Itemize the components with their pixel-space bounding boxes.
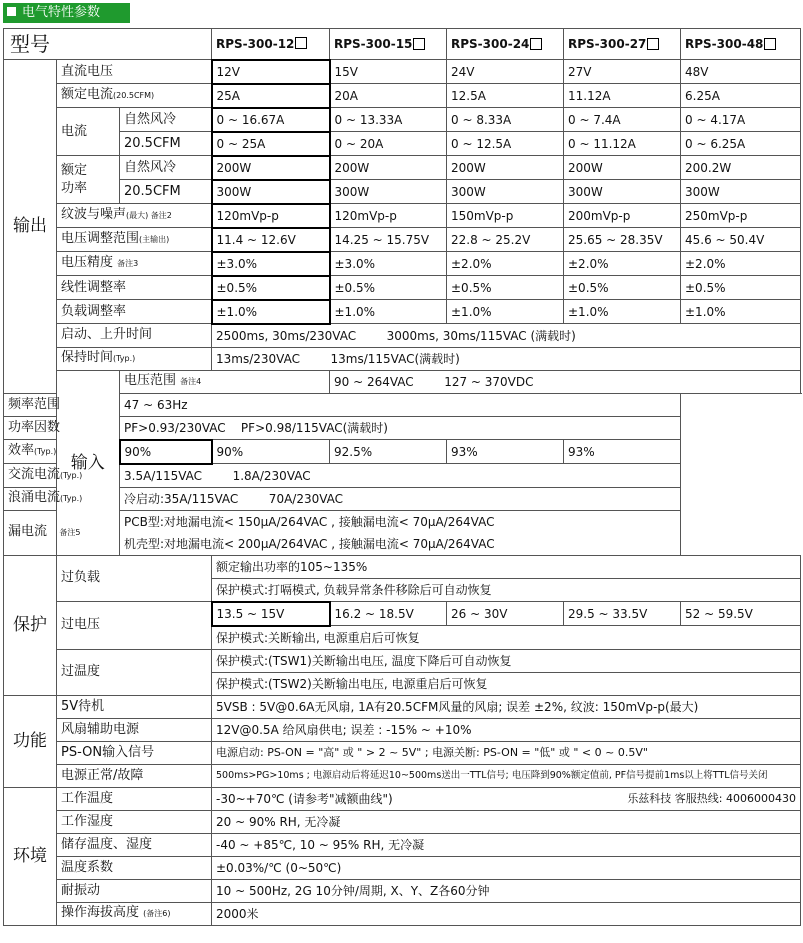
pson-value: 电源启动: PS-ON = "高" 或 " > 2 ~ 5V" ; 电源关断: PS-ON = "低" 或 " < 0 ~ 0.5V" [212,741,801,764]
load-reg-label: 负载调整率 [57,300,212,324]
rated-current-value: 6.25A [681,84,801,108]
current-cfm-value: 0 ~ 11.12A [564,132,681,156]
altitude-label: 操作海拔高度 (备注6) [57,902,212,925]
temp-coef-row [4,856,801,879]
power-good-row [4,764,801,787]
overvoltage-value: 26 ~ 30V [447,602,564,626]
current-cfm-label: 20.5CFM [120,132,212,156]
startup-row [4,324,801,348]
load-reg-value: ±1.0% [447,300,564,324]
line-reg-value: ±0.5% [564,276,681,300]
adjust-range-value: 11.4 ~ 12.6V [212,228,330,252]
section-output: 输出 [4,60,57,394]
overload-row-1 [4,555,801,578]
pf-label: 功率因数 [4,416,120,440]
power-natural-value: 200W [212,156,330,180]
vibration-row [4,879,801,902]
overvoltage-label: 过电压 [57,602,212,650]
dc-voltage-value: 27V [564,60,681,84]
pf-value: PF>0.93/230VAC PF>0.98/115VAC(满载时) [120,416,681,440]
line-reg-value: ±0.5% [330,276,447,300]
load-reg-value: ±1.0% [681,300,801,324]
storage-row [4,833,801,856]
adjust-range-label: 电压调整范围(主输出) [57,228,212,252]
current-label: 电流 [57,108,120,156]
checkbox-icon [413,38,425,50]
rated-current-value: 20A [330,84,447,108]
pf-row [4,416,801,440]
ripple-value: 250mVp-p [681,204,801,228]
checkbox-icon [764,38,776,50]
power-cfm-value: 300W [681,180,801,204]
rated-power-label: 额定 功率 [57,156,120,204]
efficiency-value: 93% [564,440,681,464]
ac-current-row [4,464,801,488]
overvoltage-mode: 保护模式:关断输出, 电源重启后可恢复 [212,626,801,650]
standby-label: 5V待机 [57,695,212,718]
line-reg-value: ±0.5% [681,276,801,300]
rated-current-value: 11.12A [564,84,681,108]
spec-table [3,28,801,926]
efficiency-value: 93% [447,440,564,464]
work-temp-label: 工作温度 [57,787,212,810]
power-cfm-value: 300W [564,180,681,204]
voltage-range-value: 90 ~ 264VAC 127 ~ 370VDC [330,370,801,393]
adjust-range-value: 22.8 ~ 25.2V [447,228,564,252]
storage-label: 储存温度、湿度 [57,833,212,856]
power-good-value: 500ms>PG>10ms ; 电源启动后将延迟10~500ms送出一TTL信号; 电压降到90%额定值前, PF信号提前1ms以上将TTL信号关闭 [212,764,801,787]
line-reg-label: 线性调整率 [57,276,212,300]
hotline-text: 乐兹科技 客服热线: 4006000430 [627,791,796,805]
fan-row [4,718,801,741]
power-cfm-value: 300W [447,180,564,204]
efficiency-label: 效率(Typ.) [4,440,120,464]
section-title: 电气特性参数 [22,5,101,20]
current-cfm-row [4,132,801,156]
frequency-row [4,393,801,416]
accuracy-label: 电压精度 备注3 [57,252,212,276]
current-natural-value: 0 ~ 7.4A [564,108,681,132]
vibration-value: 10 ~ 500Hz, 2G 10分钟/周期, X、Y、Z各60分钟 [212,879,801,902]
load-reg-value: ±1.0% [212,300,330,324]
load-reg-row [4,300,801,324]
frequency-label: 频率范围 [4,393,120,416]
ripple-value: 120mVp-p [212,204,330,228]
pson-row [4,741,801,764]
overload-line-1: 额定输出功率的105~135% [212,555,801,578]
startup-label: 启动、上升时间 [57,324,212,348]
dc-voltage-value: 48V [681,60,801,84]
power-good-label: 电源正常/故障 [57,764,212,787]
ripple-value: 120mVp-p [330,204,447,228]
checkbox-icon [647,38,659,50]
altitude-row [4,902,801,925]
overtemp-line-2: 保护模式:(TSW2)关断输出电压, 电源重启后可恢复 [212,672,801,695]
section-protection: 保护 [4,555,57,695]
power-natural-value: 200W [330,156,447,180]
ripple-label: 纹波与噪声(最大) 备注2 [57,204,212,228]
overvoltage-value: 52 ~ 59.5V [681,602,801,626]
hold-label: 保持时间(Typ.) [57,347,212,370]
efficiency-row [4,440,801,464]
power-natural-value: 200W [564,156,681,180]
current-cfm-value: 0 ~ 12.5A [447,132,564,156]
efficiency-value: 90% [212,440,330,464]
standby-value: 5VSB : 5V@0.6A无风扇, 1A有20.5CFM风量的风扇; 误差 ±2%, 纹波: 150mVp-p(最大) [212,695,801,718]
accuracy-value: ±2.0% [681,252,801,276]
work-humidity-row [4,810,801,833]
efficiency-value: 90% [120,440,212,464]
rated-current-label: 额定电流(20.5CFM) [57,84,212,108]
adjust-range-row [4,228,801,252]
model-3: RPS-300-24 [447,29,564,60]
checkbox-icon [295,37,307,49]
accuracy-row [4,252,801,276]
leakage-label: 漏电流 备注5 [4,510,120,555]
current-natural-value: 0 ~ 8.33A [447,108,564,132]
storage-value: -40 ~ +85℃, 10 ~ 95% RH, 无冷凝 [212,833,801,856]
section-title-bar [3,3,130,23]
work-temp-value: -30~+70℃ (请参考"减额曲线") 乐兹科技 客服热线: 4006000430 [212,787,801,810]
accuracy-value: ±2.0% [564,252,681,276]
temp-coef-value: ±0.03%/℃ (0~50℃) [212,856,801,879]
load-reg-value: ±1.0% [330,300,447,324]
overvoltage-value: 13.5 ~ 15V [212,602,330,626]
temp-coef-label: 温度系数 [57,856,212,879]
overload-label: 过负载 [57,555,212,602]
dc-voltage-value: 24V [447,60,564,84]
rated-current-row [4,84,801,108]
standby-row [4,695,801,718]
work-temp-row [4,787,801,810]
overtemp-line-1: 保护模式:(TSW1)关断输出电压, 温度下降后可自动恢复 [212,649,801,672]
ripple-row [4,204,801,228]
dc-voltage-label: 直流电压 [57,60,212,84]
model-1: RPS-300-12 [212,29,330,60]
overtemp-label: 过温度 [57,649,212,695]
power-cfm-label: 20.5CFM [120,180,212,204]
ripple-value: 200mVp-p [564,204,681,228]
model-header-row [4,29,801,60]
leakage-line-2: 机壳型:对地漏电流< 200μA/264VAC , 接触漏电流< 70μA/264VAC [120,533,681,556]
overvoltage-value: 29.5 ~ 33.5V [564,602,681,626]
line-reg-value: ±0.5% [447,276,564,300]
fan-value: 12V@0.5A 给风扇供电; 误差 : -15% ~ +10% [212,718,801,741]
model-2: RPS-300-15 [330,29,447,60]
ripple-value: 150mVp-p [447,204,564,228]
current-natural-row [4,108,801,132]
current-natural-value: 0 ~ 13.33A [330,108,447,132]
leakage-row-2 [4,533,801,556]
type-label: 型号 [4,29,212,60]
leakage-line-1: PCB型:对地漏电流< 150μA/264VAC , 接触漏电流< 70μA/264VAC [120,510,681,533]
overtemp-row-1 [4,649,801,672]
model-4: RPS-300-27 [564,29,681,60]
altitude-value: 2000米 [212,902,801,925]
power-natural-value: 200W [447,156,564,180]
current-natural-value: 0 ~ 4.17A [681,108,801,132]
rated-current-value: 12.5A [447,84,564,108]
work-humidity-label: 工作湿度 [57,810,212,833]
power-natural-label: 自然风冷 [120,156,212,180]
section-input: 输入 [57,370,120,555]
power-natural-row [4,156,801,180]
inrush-value: 冷启动:35A/115VAC 70A/230VAC [120,487,681,510]
power-cfm-row [4,180,801,204]
dc-voltage-value: 12V [212,60,330,84]
vibration-label: 耐振动 [57,879,212,902]
current-cfm-value: 0 ~ 6.25A [681,132,801,156]
voltage-range-row [4,370,801,393]
accuracy-value: ±3.0% [212,252,330,276]
load-reg-value: ±1.0% [564,300,681,324]
power-natural-value: 200.2W [681,156,801,180]
hold-value: 13ms/230VAC 13ms/115VAC(满载时) [212,347,801,370]
rated-current-value: 25A [212,84,330,108]
hold-row [4,347,801,370]
frequency-value: 47 ~ 63Hz [120,393,681,416]
adjust-range-value: 14.25 ~ 15.75V [330,228,447,252]
current-natural-value: 0 ~ 16.67A [212,108,330,132]
adjust-range-value: 25.65 ~ 28.35V [564,228,681,252]
dc-voltage-row [4,60,801,84]
overvoltage-row [4,602,801,626]
overvoltage-value: 16.2 ~ 18.5V [330,602,447,626]
work-humidity-value: 20 ~ 90% RH, 无冷凝 [212,810,801,833]
power-cfm-value: 300W [330,180,447,204]
section-function: 功能 [4,695,57,787]
current-cfm-value: 0 ~ 25A [212,132,330,156]
startup-value: 2500ms, 30ms/230VAC 3000ms, 30ms/115VAC (满载时) [212,324,801,348]
overload-line-2: 保护模式:打嗝模式, 负载异常条件移除后可自动恢复 [212,578,801,602]
pson-label: PS-ON输入信号 [57,741,212,764]
inrush-row [4,487,801,510]
line-reg-value: ±0.5% [212,276,330,300]
accuracy-value: ±2.0% [447,252,564,276]
checkbox-icon [530,38,542,50]
leakage-row-1 [4,510,801,533]
current-natural-label: 自然风冷 [120,108,212,132]
section-environment: 环境 [4,787,57,925]
power-cfm-value: 300W [212,180,330,204]
adjust-range-value: 45.6 ~ 50.4V [681,228,801,252]
dc-voltage-value: 15V [330,60,447,84]
fan-label: 风扇辅助电源 [57,718,212,741]
ac-current-value: 3.5A/115VAC 1.8A/230VAC [120,464,681,488]
inrush-label: 浪涌电流(Typ.) [4,487,120,510]
accuracy-value: ±3.0% [330,252,447,276]
efficiency-value: 92.5% [330,440,447,464]
line-reg-row [4,276,801,300]
ac-current-label: 交流电流(Typ.) [4,464,120,488]
model-5: RPS-300-48 [681,29,801,60]
voltage-range-label: 电压范围 备注4 [120,370,330,393]
square-bullet-icon [7,7,16,16]
current-cfm-value: 0 ~ 20A [330,132,447,156]
